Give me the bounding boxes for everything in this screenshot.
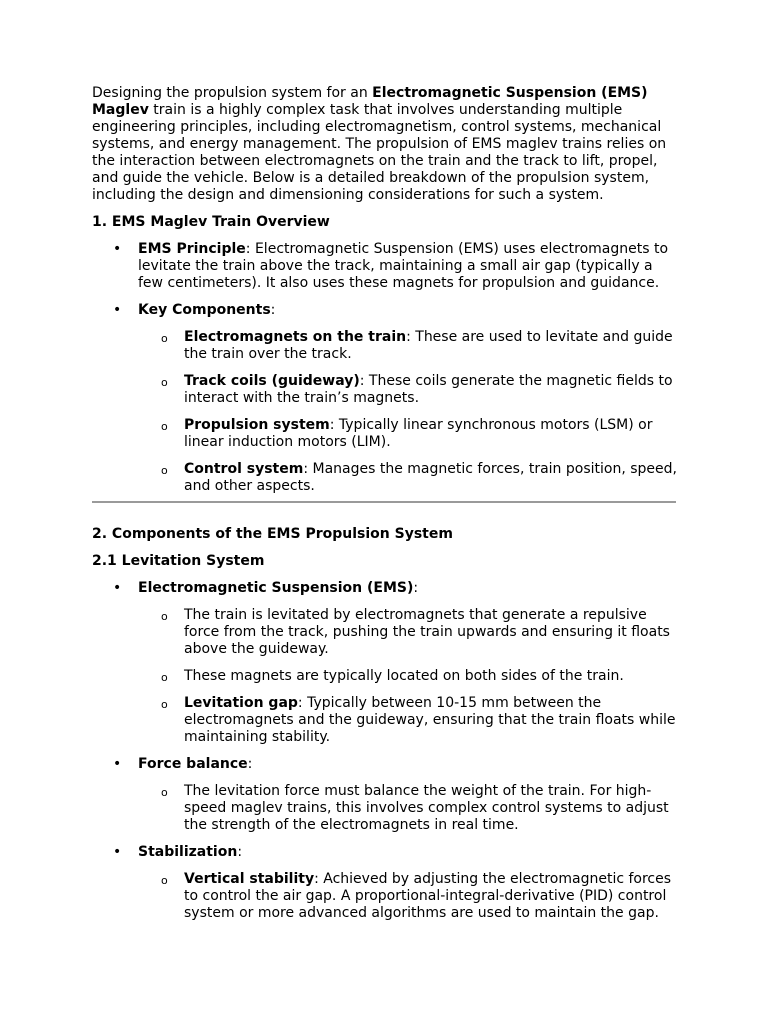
ems-sublist [138,607,680,746]
horizontal-divider [92,501,676,503]
list-item-ems [92,580,680,746]
force-balance-colon: : [247,756,253,772]
sublist-item-control-system [92,461,680,495]
list-item-stabilization [92,844,680,922]
section-2-list [92,580,680,922]
sublist-item-text: : These coils generate the magnetic fields to interact with the train’s magnets. [184,373,673,406]
section-2-1-subheading: 2.1 Levitation System [92,553,265,569]
section-1-list [92,241,680,495]
force-balance-label: Force balance [138,756,248,772]
sublist-item-label: Control system [184,461,304,477]
intro-text-2: train is a highly complex task that involves understanding multiple engineering principles, including electromagnetism, control systems, mechanical systems, and energy management. The propulsion of EMS maglev trains relies on the interaction between electromagnets on the train and the track to lift, propel, and guide the vehicle. Below is a detailed breakdown of the propulsion system, including the design and dimensioning considerations for such a system. [92,102,667,203]
stabilization-label: Stabilization [138,844,238,860]
sublist-item-label: Propulsion system [184,417,330,433]
sublist-item-levitation-gap [92,695,680,746]
ems-label: Electromagnetic Suspension (EMS) [138,580,414,596]
sublist-item-levitation: o The train is levitated by electromagnets that generate a repulsive force from the track, pushing the train upwards and ensuring it floats above the guideway. [92,607,680,658]
sublist-item-text: : These are used to levitate and guide the train over the track. [184,329,673,362]
stabilization-colon: : [237,844,243,860]
intro-paragraph [92,85,680,204]
sublist-item-label: Track coils (guideway) [184,373,360,389]
intro-text-1: Designing the propulsion system for an [92,85,373,101]
section-1-heading: 1. EMS Maglev Train Overview [92,214,330,230]
sublist-item-force-balance: o The levitation force must balance the weight of the train. For high-speed maglev trains, this involves complex control systems to adjust the strength of the electromagnets in real time. [92,783,680,834]
sublist-item-magnet-location: o These magnets are typically located on both sides of the train. [92,668,680,685]
list-item-ems-principle [92,241,680,292]
sublist-item-label: Vertical stability [184,871,315,887]
section-2-body [92,526,680,932]
sublist-item-label: Levitation gap [184,695,298,711]
sublist-item-text: : Typically between 10-15 mm between the electromagnets and the guideway, ensuring that the train floats while maintaining stability. [184,695,676,745]
document-body [92,85,680,505]
list-item-force-balance [92,756,680,834]
intro-bold-term: Electromagnetic Suspension (EMS) Maglev [92,85,648,118]
sublist-item-track-coils [92,373,680,407]
sublist-item-text: : Achieved by adjusting the electromagnetic forces to control the air gap. A proportional-integral-derivative (PID) control system or more advanced algorithms are used to maintain the gap. [184,871,672,921]
stabilization-sublist [138,871,680,922]
sublist-item-label: Electromagnets on the train [184,329,407,345]
sublist-item-text: : Typically linear synchronous motors (LSM) or linear induction motors (LIM). [184,417,653,450]
sublist-item-electromagnets [92,329,680,363]
sublist-item-text: : Manages the magnetic forces, train position, speed, and other aspects. [184,461,677,494]
ems-principle-label: EMS Principle [138,241,246,257]
key-components-colon: : [270,302,276,318]
sublist-item-propulsion-system [92,417,680,451]
key-components-label: Key Components [138,302,271,318]
force-balance-sublist [138,783,680,834]
sublist-item-vertical-stability [92,871,680,922]
ems-colon: : [413,580,419,596]
section-2-heading: 2. Components of the EMS Propulsion System [92,526,453,542]
key-components-sublist [138,329,680,495]
list-item-key-components [92,302,680,495]
ems-principle-text: : Electromagnetic Suspension (EMS) uses electromagnets to levitate the train above the track, maintaining a small air gap (typically a few centimeters). It also uses these magnets for propulsion and guidance. [138,241,669,291]
